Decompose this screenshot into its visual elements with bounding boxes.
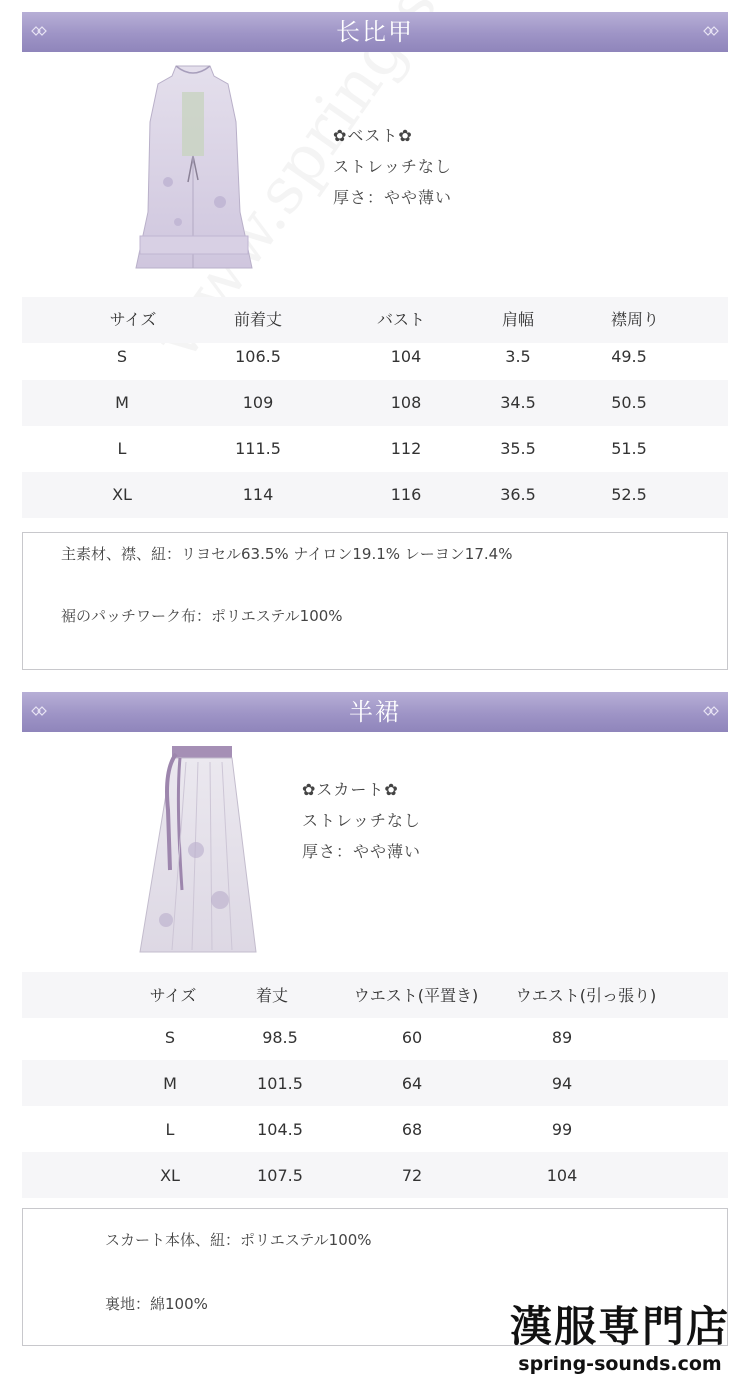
skirt-stretch-label: ストレッチなし xyxy=(302,811,421,830)
section-banner-skirt xyxy=(22,692,728,732)
table-header-cell: ウエスト(引っ張り) xyxy=(515,986,657,1005)
section-title: 半裙 xyxy=(349,698,401,726)
shop-logo-title: 漢服専門店 xyxy=(509,1302,730,1351)
vest-info xyxy=(333,120,452,213)
table-cell: 60 xyxy=(401,1028,423,1047)
table-cell: 52.5 xyxy=(611,485,647,504)
table-cell: 104.5 xyxy=(257,1120,303,1139)
skirt-product-image xyxy=(136,740,262,960)
table-header-cell: 前着丈 xyxy=(233,310,283,329)
shop-logo-url: spring-sounds.com xyxy=(518,1353,722,1375)
vest-thickness-label: 厚さ：やや薄い xyxy=(333,188,453,207)
skirt-type-label: ✿スカート✿ xyxy=(302,780,399,799)
material-line: 裏地：綿100% xyxy=(105,1295,208,1313)
table-cell: XL xyxy=(112,485,132,504)
skirt-info xyxy=(302,774,421,867)
section-title: 长比甲 xyxy=(336,18,414,46)
ornament-icon xyxy=(702,24,720,38)
table-header-cell: サイズ xyxy=(149,986,197,1005)
table-cell: 114 xyxy=(242,485,274,504)
table-cell: 109 xyxy=(242,393,274,412)
table-cell: 68 xyxy=(401,1120,423,1139)
table-header-cell: サイズ xyxy=(109,310,157,329)
table-header-cell: 着丈 xyxy=(255,986,289,1005)
vest-type-label: ✿ベスト✿ xyxy=(333,126,413,145)
material-line: 主素材、襟、紐：リヨセル63.5% ナイロン19.1% レーヨン17.4% xyxy=(61,545,513,563)
table-header-cell: バスト xyxy=(376,310,426,329)
table-cell: 106.5 xyxy=(235,347,281,366)
vest-materials-box xyxy=(22,532,728,670)
table-cell: 116 xyxy=(390,485,422,504)
ornament-icon xyxy=(30,24,48,38)
table-cell: M xyxy=(163,1074,177,1093)
material-line: スカート本体、紐：ポリエステル100% xyxy=(105,1231,372,1249)
table-cell: M xyxy=(115,393,129,412)
section-banner-vest xyxy=(22,12,728,52)
table-cell: L xyxy=(117,439,127,458)
table-header-cell: 肩幅 xyxy=(501,310,535,329)
vest-product-image xyxy=(128,62,258,272)
table-cell: 112 xyxy=(390,439,422,458)
table-header-cell: ウエスト(平置き) xyxy=(353,986,479,1005)
table-cell: 72 xyxy=(401,1166,423,1185)
ornament-icon xyxy=(702,704,720,718)
table-cell: 111.5 xyxy=(235,439,281,458)
table-row-band xyxy=(22,1152,728,1198)
table-cell: 101.5 xyxy=(257,1074,303,1093)
table-cell: 34.5 xyxy=(500,393,536,412)
shop-logo xyxy=(504,1302,736,1376)
table-cell: XL xyxy=(160,1166,180,1185)
table-cell: 104 xyxy=(390,347,422,366)
table-cell: S xyxy=(116,347,128,366)
table-cell: 36.5 xyxy=(500,485,536,504)
table-cell: 108 xyxy=(390,393,422,412)
table-cell: 50.5 xyxy=(611,393,647,412)
table-cell: 51.5 xyxy=(611,439,647,458)
skirt-thickness-label: 厚さ：やや薄い xyxy=(302,842,422,861)
table-cell: 3.5 xyxy=(505,347,531,366)
table-row-band xyxy=(22,1060,728,1106)
table-header-cell: 襟周り xyxy=(610,310,660,329)
table-cell: 64 xyxy=(401,1074,423,1093)
table-cell: 94 xyxy=(551,1074,573,1093)
table-cell: 49.5 xyxy=(611,347,647,366)
table-cell: S xyxy=(164,1028,176,1047)
material-line: 裾のパッチワーク布：ポリエステル100% xyxy=(61,607,343,625)
table-cell: L xyxy=(165,1120,175,1139)
table-cell: 99 xyxy=(551,1120,573,1139)
table-cell: 98.5 xyxy=(262,1028,298,1047)
vest-stretch-label: ストレッチなし xyxy=(333,157,452,176)
table-cell: 35.5 xyxy=(500,439,536,458)
table-cell: 107.5 xyxy=(257,1166,303,1185)
ornament-icon xyxy=(30,704,48,718)
table-cell: 89 xyxy=(551,1028,573,1047)
table-cell: 104 xyxy=(546,1166,578,1185)
